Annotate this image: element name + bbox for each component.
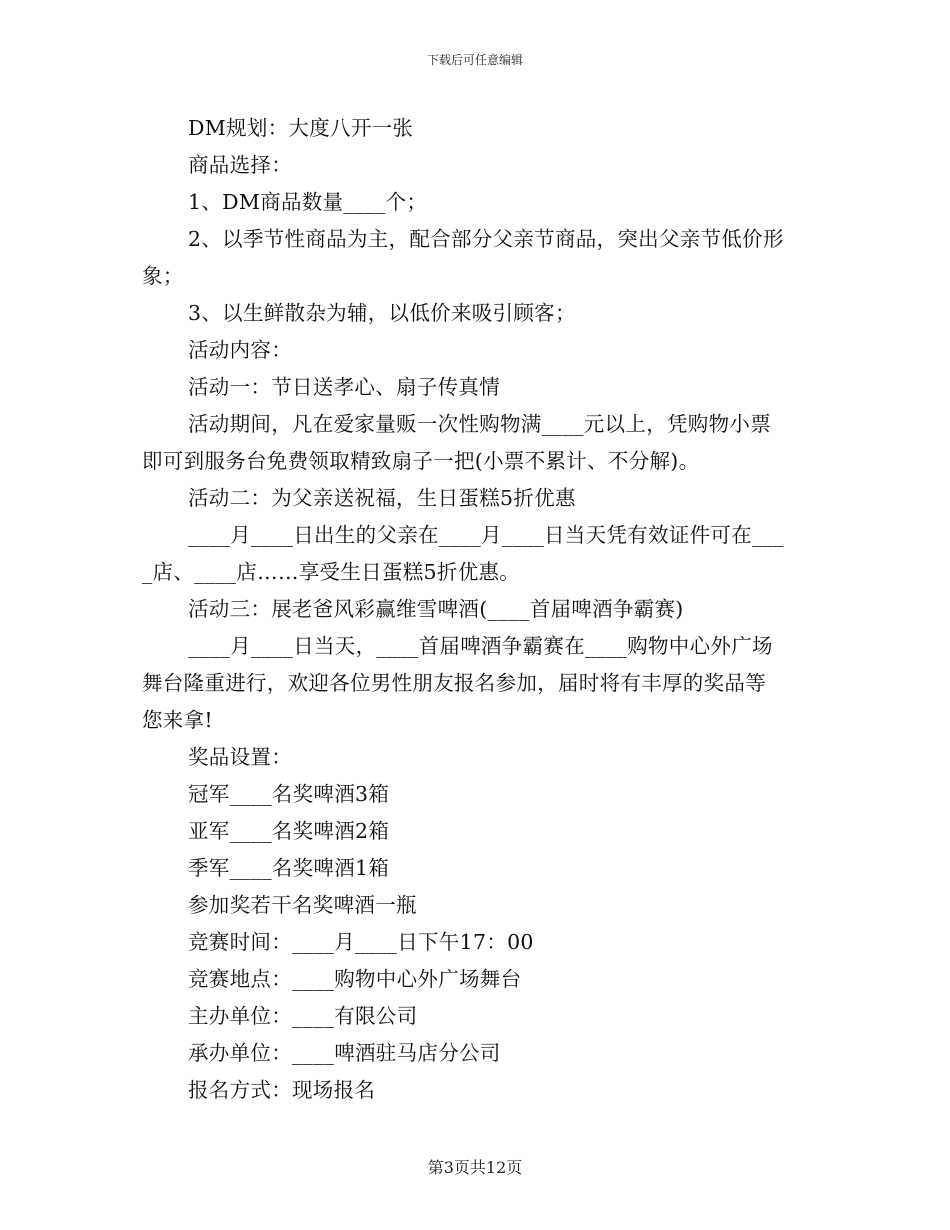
text-line: 3、以生鲜散杂为辅，以低价来吸引顾客； xyxy=(188,301,576,325)
text-line: ____月____日出生的父亲在____月____日当天凭有效证件可在___ xyxy=(188,523,784,547)
text-line: 象； xyxy=(142,264,184,288)
text-line: 活动内容： xyxy=(188,338,292,362)
text-line: 竞赛时间：____月____日下午17：00 xyxy=(188,930,534,954)
text-line: 活动一：节日送孝心、扇子传真情 xyxy=(188,375,500,399)
document-body xyxy=(142,110,807,1109)
text-line: 主办单位：____有限公司 xyxy=(188,1004,418,1028)
text-line: 2、以季节性商品为主，配合部分父亲节商品，突出父亲节低价形 xyxy=(188,227,784,251)
text-line: _店、____店……享受生日蛋糕5折优惠。 xyxy=(142,560,521,584)
text-line: 参加奖若干名奖啤酒一瓶 xyxy=(188,893,417,917)
text-line: 冠军____名奖啤酒3箱 xyxy=(188,782,390,806)
text-line: 商品选择： xyxy=(188,153,292,177)
text-line: 舞台隆重进行，欢迎各位男性朋友报名参加，届时将有丰厚的奖品等 xyxy=(142,671,766,695)
text-line: 活动期间，凡在爱家量贩一次性购物满____元以上，凭购物小票 xyxy=(188,412,771,436)
text-line: ____月____日当天，____首届啤酒争霸赛在____购物中心外广场 xyxy=(188,634,773,658)
text-line: 承办单位：____啤酒驻马店分公司 xyxy=(188,1041,501,1065)
text-line: 您来拿! xyxy=(142,708,213,732)
text-line: 即可到服务台免费领取精致扇子一把(小票不累计、不分解)。 xyxy=(142,449,700,473)
text-line: 奖品设置： xyxy=(188,745,292,769)
text-line: 竞赛地点：____购物中心外广场舞台 xyxy=(188,967,522,991)
page-footer: 第3页共12页 xyxy=(427,1158,523,1177)
page-header: 下载后可任意编辑 xyxy=(426,53,523,67)
text-line: 季军____名奖啤酒1箱 xyxy=(188,856,390,880)
text-line: 报名方式：现场报名 xyxy=(188,1078,376,1102)
text-line: 亚军____名奖啤酒2箱 xyxy=(188,819,390,843)
text-line: 活动三：展老爸风彩赢维雪啤酒(____首届啤酒争霸赛) xyxy=(188,597,684,621)
text-line: DM规划：大度八开一张 xyxy=(188,116,414,140)
text-line: 活动二：为父亲送祝福，生日蛋糕5折优惠 xyxy=(188,486,576,510)
text-line: 1、DM商品数量____个； xyxy=(188,190,428,214)
